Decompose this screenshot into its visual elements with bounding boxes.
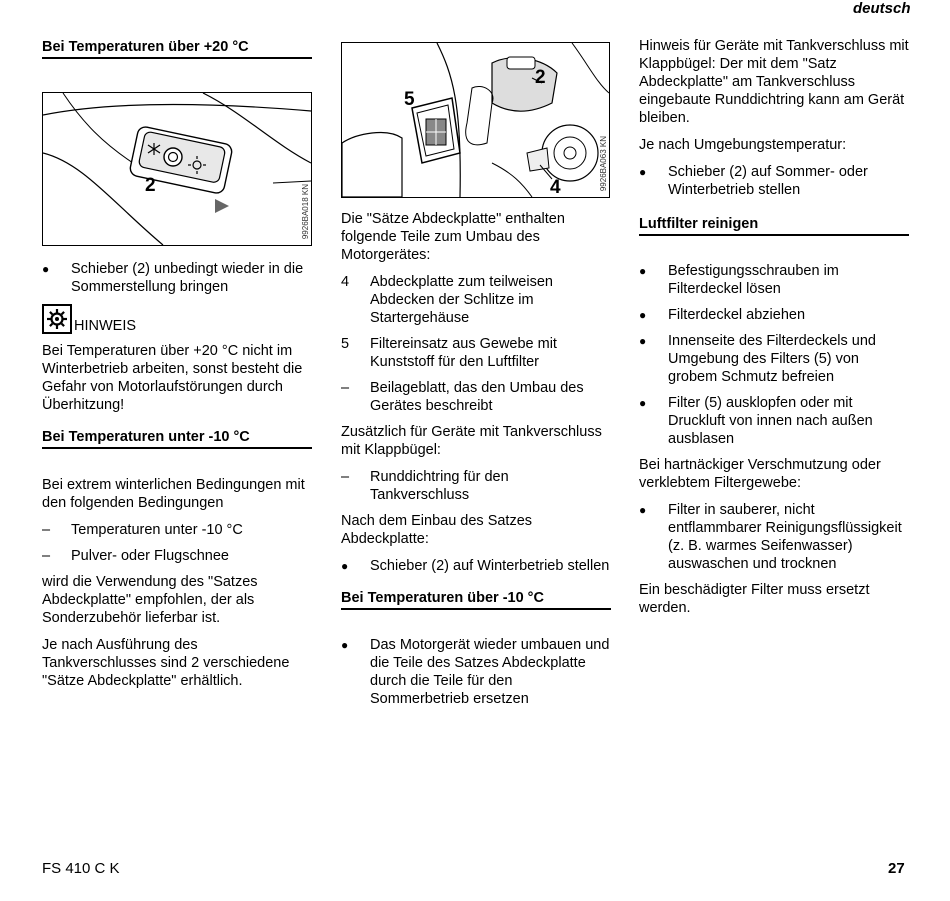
dash-marker: – — [341, 380, 350, 396]
list-item: ● Schieber (2) auf Sommer- oder Winterbetrieb stellen — [639, 164, 868, 198]
paragraph: Je nach Ausführung des Tankverschlusses sind 2 verschiedene "Sätze Abdeckplatte" erhältlich. — [42, 637, 290, 689]
paragraph: Zusätzlich für Geräte mit Tankverschluss mit Klappbügel: — [341, 424, 602, 458]
figure-slider-summer — [42, 92, 312, 246]
bullet-marker: ● — [639, 503, 647, 517]
list-item: ● Filter in sauberer, nicht entflammbarer Reinigungsflüssigkeit (z. B. warmes Seifenwasser) auswaschen und trocknen — [639, 502, 902, 572]
slider-illustration — [43, 93, 311, 245]
list-item: – Beilageblatt, das den Umbau des Gerätes beschreibt — [341, 380, 584, 414]
dash-marker: – — [42, 548, 51, 564]
number-marker: 4 — [341, 274, 350, 290]
list-item: ● Innenseite des Filterdeckels und Umgebung des Filters (5) von grobem Schmutz befreien — [639, 333, 876, 385]
bullet-marker: ● — [639, 396, 647, 410]
dash-marker: – — [341, 469, 350, 485]
bullet-marker: ● — [341, 559, 349, 573]
paragraph: Je nach Umgebungstemperatur: — [639, 137, 847, 153]
list-item: 5 Filtereinsatz aus Gewebe mit Kunststoff für den Luftfilter — [341, 336, 557, 370]
figure-label-2: 2 — [535, 67, 546, 88]
dash-marker: – — [42, 522, 51, 538]
figure-label-4: 4 — [550, 177, 561, 197]
column-3 — [639, 37, 909, 626]
language-label: deutsch — [853, 0, 911, 17]
paragraph: Nach dem Einbau des Satzes Abdeckplatte: — [341, 513, 533, 547]
list-item: – Pulver- oder Flugschnee — [42, 548, 229, 564]
section-heading-below-minus-10: Bei Temperaturen unter -10 °C — [42, 428, 312, 449]
column-1 — [42, 38, 312, 699]
number-marker: 5 — [341, 336, 350, 352]
page-number: 27 — [888, 860, 905, 877]
paragraph: Hinweis für Geräte mit Tankverschluss mit Klappbügel: Der mit dem "Satz Abdeckplatte" am Tankverschluss eingebaute Runddichtring kann am Gerät bleiben. — [639, 38, 909, 126]
gear-icon — [42, 304, 72, 334]
column-2 — [341, 42, 611, 716]
notice-label: HINWEIS — [74, 318, 137, 334]
bullet-marker: ● — [341, 638, 349, 652]
paragraph: wird die Verwendung des "Satzes Abdeckplatte" empfohlen, der als Sonderzubehör lieferbar ist. — [42, 574, 258, 626]
list-item: ● Filter (5) ausklopfen oder mit Druckluft von innen nach außen ausblasen — [639, 395, 873, 447]
list-item: ● Befestigungsschrauben im Filterdeckel lösen — [639, 263, 839, 297]
figure-cover-plate-kit — [341, 42, 610, 198]
list-item: 4 Abdeckplatte zum teilweisen Abdecken der Schlitze im Startergehäuse — [341, 274, 553, 326]
notice-text: Bei Temperaturen über +20 °C nicht im Winterbetrieb arbeiten, sonst besteht die Gefahr von Motorlaufstörungen durch Überhitzung! — [42, 343, 303, 413]
bullet-marker: ● — [639, 264, 647, 278]
paragraph: Bei extrem winterlichen Bedingungen mit den folgenden Bedingungen — [42, 477, 305, 511]
paragraph: Bei hartnäckiger Verschmutzung oder verklebtem Filtergewebe: — [639, 457, 881, 491]
section-heading-air-filter: Luftfilter reinigen — [639, 215, 909, 236]
bullet-marker: ● — [639, 165, 647, 179]
paragraph: Ein beschädigter Filter muss ersetzt werden. — [639, 582, 870, 616]
list-item: ● Filterdeckel abziehen — [639, 307, 806, 323]
list-item: – Temperaturen unter -10 °C — [42, 522, 243, 538]
footer-model: FS 410 C K — [42, 860, 120, 877]
list-item: ● Schieber (2) unbedingt wieder in die Sommerstellung bringen — [42, 261, 304, 295]
notice-box — [42, 304, 312, 334]
engine-illustration — [342, 43, 609, 197]
paragraph: Die "Sätze Abdeckplatte" enthalten folgende Teile zum Umbau des Motorgerätes: — [341, 211, 565, 263]
figure-label-5: 5 — [404, 89, 415, 110]
list-item: ● Das Motorgerät wieder umbauen und die Teile des Satzes Abdeckplatte durch die Teile für den Sommerbetrieb ersetzen — [341, 637, 610, 707]
list-item: – Runddichtring für den Tankverschluss — [341, 469, 509, 503]
bullet-marker: ● — [639, 334, 647, 348]
bullet-marker: ● — [42, 262, 50, 276]
section-heading-above-minus-10: Bei Temperaturen über -10 °C — [341, 589, 611, 610]
bullet-marker: ● — [639, 308, 647, 322]
figure-code: 9926BA018 KN — [301, 183, 310, 239]
figure-code: 9926BA063 KN — [599, 135, 608, 191]
list-item: ● Schieber (2) auf Winterbetrieb stellen — [341, 558, 610, 574]
section-heading-above-20: Bei Temperaturen über +20 °C — [42, 38, 312, 59]
figure-label-2: 2 — [145, 175, 156, 196]
